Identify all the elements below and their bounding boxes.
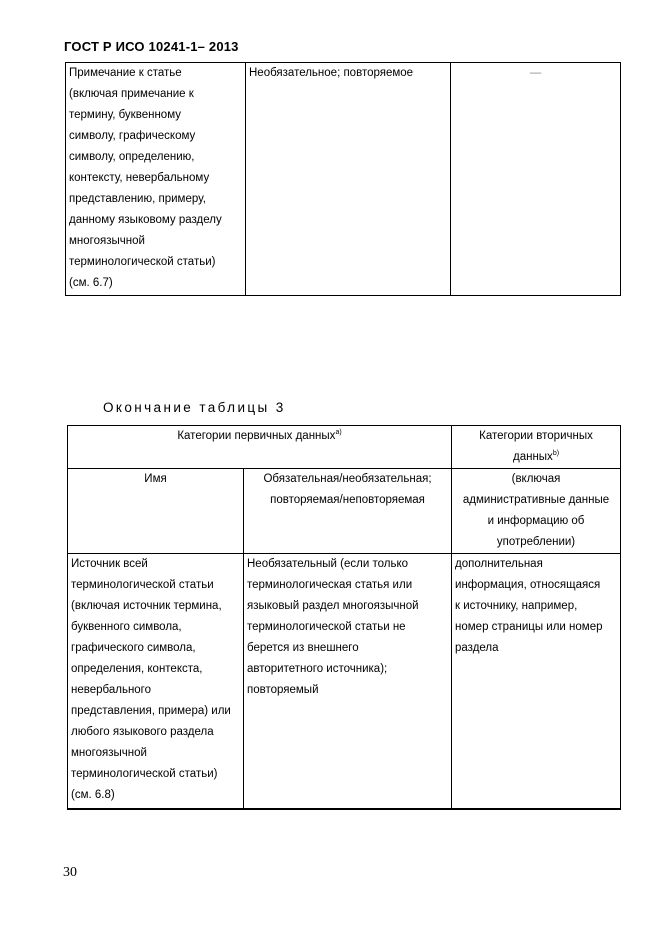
dash-mark: —: [529, 67, 542, 79]
table-row: [66, 63, 621, 296]
note-status-cell: [246, 63, 451, 296]
text-line: берется из внешнего: [247, 642, 359, 654]
text-line: определения, контекста,: [71, 663, 203, 675]
text-line: дополнительная: [455, 558, 543, 570]
text-line: (включая: [511, 473, 561, 485]
note-name-cell: [66, 63, 246, 296]
primary-data-header: [68, 426, 452, 469]
text-line: терминологическая статья или: [247, 579, 413, 591]
source-status-cell: [244, 554, 452, 810]
text-line: термину, буквенному: [69, 109, 181, 121]
col-secondary-header: [452, 469, 621, 554]
text-line: Источник всей: [71, 558, 148, 570]
table-header-row: [68, 426, 621, 469]
text-line: (см. 6.7): [69, 277, 113, 289]
text-line: представлению, примеру,: [69, 193, 206, 205]
text-line: языковый раздел многоязычной: [247, 600, 419, 612]
text-line: Примечание к статье: [69, 67, 182, 79]
footnote-marker: а): [335, 429, 342, 436]
table-row: [68, 554, 621, 810]
col-name-header: [68, 469, 244, 554]
text-line: Необязательное; повторяемое: [249, 67, 414, 79]
text-line: буквенного символа,: [71, 621, 182, 633]
text-line: номер страницы или номер: [455, 621, 603, 633]
col-status-header: [244, 469, 452, 554]
text-line: употреблении): [496, 536, 576, 548]
text-line: Обязательная/необязательная;: [263, 473, 432, 485]
text-line: информация, относящаяся: [455, 579, 601, 591]
table-subheader-row: [68, 469, 621, 554]
text-line: повторяемый: [247, 684, 319, 696]
text-line: контексту, невербальному: [69, 172, 210, 184]
text-line: данных: [512, 451, 553, 463]
text-line: и информацию об: [487, 515, 585, 527]
primary-header-label: Категории первичных данных: [177, 430, 336, 442]
text-line: раздела: [455, 642, 499, 654]
text-line: (включая примечание к: [69, 88, 194, 100]
secondary-data-header: [452, 426, 621, 469]
text-line: символу, графическому: [69, 130, 196, 142]
text-line: авторитетного источника);: [247, 663, 388, 675]
text-line: терминологической статьи): [69, 256, 216, 268]
table-continuation-top: [65, 62, 621, 296]
document-header: ГОСТ Р ИСО 10241-1– 2013: [64, 39, 239, 54]
text-line: Необязательный (если только: [247, 558, 409, 570]
text-line: многоязычной: [71, 747, 147, 759]
text-line: невербального: [71, 684, 152, 696]
table-caption: Окончание таблицы 3: [103, 400, 286, 415]
text-line: любого языкового раздела: [71, 726, 214, 738]
text-line: терминологической статьи): [71, 768, 218, 780]
text-line: (см. 6.8): [71, 789, 115, 801]
source-name-cell: [68, 554, 244, 810]
text-line: символу, определению,: [69, 151, 195, 163]
text-line: данному языковому разделу: [69, 214, 222, 226]
note-secondary-cell: [451, 63, 621, 296]
text-line: (включая источник термина,: [71, 600, 222, 612]
page-number: 30: [63, 865, 77, 880]
text-line: терминологической статьи: [71, 579, 214, 591]
text-line: представления, примера) или: [71, 705, 231, 717]
text-line: Категории вторичных: [479, 430, 593, 442]
text-line: многоязычной: [69, 235, 145, 247]
text-line: административные данные: [462, 494, 610, 506]
table-3-end: [67, 425, 621, 810]
text-line: терминологической статьи не: [247, 621, 406, 633]
text-line: Имя: [144, 473, 167, 485]
text-line: к источнику, например,: [455, 600, 578, 612]
text-line: повторяемая/неповторяемая: [270, 494, 425, 506]
source-secondary-cell: [452, 554, 621, 810]
footnote-marker: b): [552, 450, 560, 457]
text-line: графического символа,: [71, 642, 196, 654]
